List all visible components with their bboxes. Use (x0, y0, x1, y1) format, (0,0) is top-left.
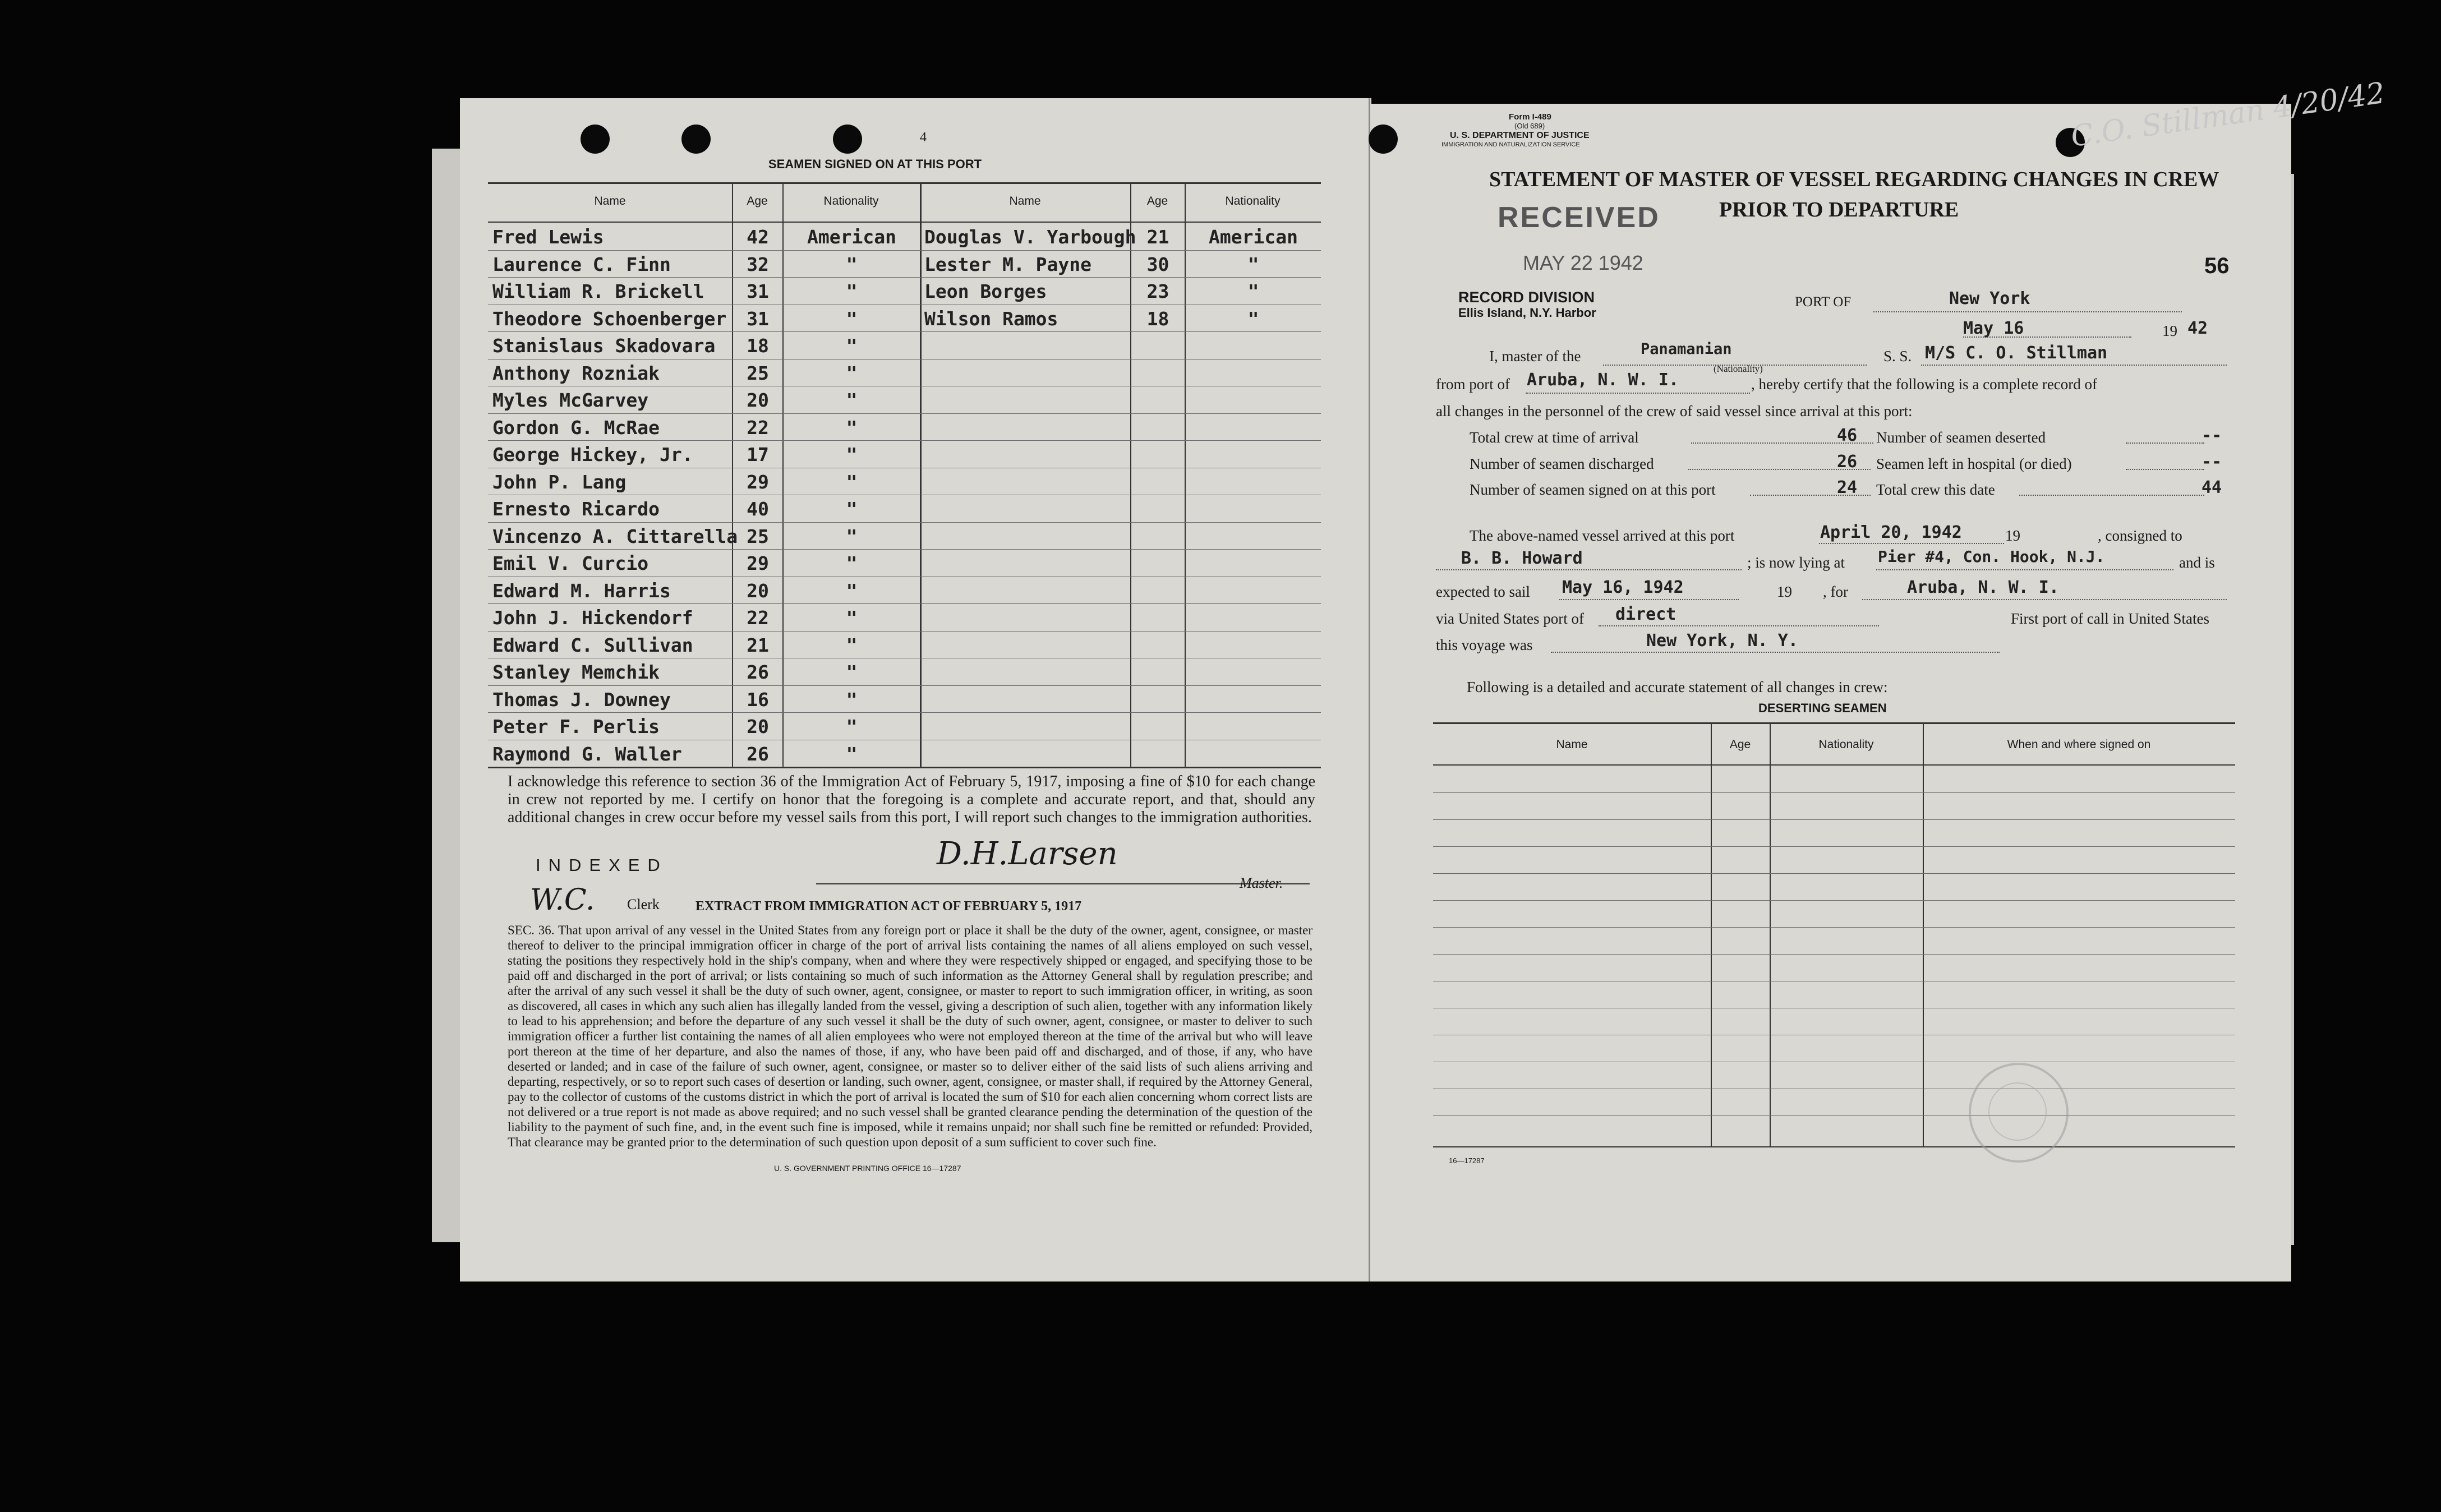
crew-nationality: American (1209, 226, 1298, 248)
vessel-name: M/S C. O. Stillman (1925, 343, 2108, 363)
year-prefix-2: 19 (2005, 527, 2020, 544)
table-row-line (488, 331, 1321, 332)
table-row-line (1433, 900, 2235, 901)
arrived-label: The above-named vessel arrived at this port (1470, 527, 1735, 544)
column-header: Name (1556, 738, 1588, 751)
department: U. S. DEPARTMENT OF JUSTICE (1450, 131, 1590, 140)
crew-age: 20 (747, 579, 769, 602)
crew-name: Thomas J. Downey (492, 688, 671, 711)
indexed-stamp: INDEXED (536, 855, 668, 875)
crew-nationality: " (846, 688, 858, 711)
crew-name: Wilson Ramos (924, 307, 1058, 330)
arrived-value: April 20, 1942 (1820, 523, 1962, 542)
total-label: Total crew this date (1876, 481, 1995, 498)
crew-name: Douglas V. Yarbough (924, 226, 1136, 248)
lying-value: Pier #4, Con. Hook, N.J. (1878, 547, 2105, 566)
crew-name: Stanley Memchik (492, 661, 660, 683)
crew-nationality: " (846, 362, 858, 384)
crew-nationality: " (846, 307, 858, 330)
crew-nationality: " (846, 607, 858, 629)
crew-name: Edward M. Harris (492, 579, 671, 602)
form-title: STATEMENT OF MASTER OF VESSEL REGARDING CHANGES IN CREW (1489, 168, 2219, 191)
consignee: B. B. Howard (1461, 548, 1583, 568)
ss-label: S. S. (1883, 348, 1912, 365)
crew-age: 26 (747, 661, 769, 683)
table-row-line (1433, 792, 2235, 793)
master-label: Master. (1240, 875, 1283, 891)
column-header: Age (1146, 195, 1168, 208)
table-row-line (1433, 1115, 2235, 1116)
master-signature: D.H.Larsen (937, 836, 1118, 872)
for-value: Aruba, N. W. I. (1907, 578, 2059, 597)
crew-age: 31 (747, 307, 769, 330)
year-prefix-3: 19 (1777, 583, 1792, 600)
table-row-line (488, 277, 1321, 278)
footer-code: 16—17287 (1449, 1156, 1485, 1165)
expected-label: expected to sail (1436, 583, 1530, 600)
page-fold (1369, 98, 1370, 1281)
port-of-value: New York (1949, 289, 2030, 308)
column-header: Age (1729, 738, 1751, 751)
consigned-label: , consigned to (2098, 527, 2182, 544)
column-header: When and where signed on (2007, 738, 2151, 751)
crew-table (488, 182, 1321, 768)
crew-nationality: " (846, 335, 858, 357)
crew-name: Lester M. Payne (924, 253, 1092, 275)
crew-age: 20 (747, 389, 769, 411)
clerk-initials: W.C. (530, 883, 595, 917)
handwritten-note: C.O. Stillman 4/20/42 (2069, 76, 2387, 154)
column-header: Name (1009, 195, 1041, 208)
crew-name: Gordon G. McRae (492, 416, 660, 439)
printing-office: U. S. GOVERNMENT PRINTING OFFICE 16—17287 (774, 1164, 961, 1173)
crew-name: Laurence C. Finn (492, 253, 671, 275)
crew-nationality: " (846, 389, 858, 411)
for-label: , for (1823, 583, 1848, 600)
table-row-line (488, 250, 1321, 251)
crew-nationality: American (807, 226, 896, 248)
nationality-caption: (Nationality) (1714, 363, 1763, 374)
crew-age: 29 (747, 471, 769, 493)
crew-age: 30 (1146, 253, 1169, 275)
certify-text: , hereby certify that the following is a complete record of (1751, 376, 2098, 393)
crew-age: 22 (747, 607, 769, 629)
crew-age: 26 (747, 743, 769, 765)
received-date-stamp: MAY 22 1942 (1523, 251, 1643, 274)
page-number: 4 (920, 130, 927, 145)
table-row-line (488, 685, 1321, 686)
deserting-table (1433, 722, 2235, 1147)
expected-value: May 16, 1942 (1562, 578, 1684, 597)
total-value: -- (2201, 426, 2222, 445)
crew-nationality: " (1247, 280, 1259, 302)
total-label: Number of seamen deserted (1876, 429, 2046, 446)
column-header: Age (747, 195, 768, 208)
column-header: Nationality (1225, 195, 1281, 208)
crew-nationality: " (846, 552, 858, 574)
table-row-line (1433, 846, 2235, 847)
crew-age: 17 (747, 444, 769, 465)
crew-name: Theodore Schoenberger (492, 307, 727, 330)
deserting-title: DESERTING SEAMEN (1758, 701, 1887, 715)
signature-line (816, 883, 1310, 884)
crew-nationality: " (846, 743, 858, 765)
table-row-line (488, 603, 1321, 604)
binder-hole (681, 125, 711, 154)
lying-label: ; is now lying at (1747, 554, 1845, 571)
crew-age: 42 (747, 226, 769, 248)
crew-name: Vincenzo A. Cittarella (492, 525, 738, 547)
table-row-line (488, 549, 1321, 550)
section-title: SEAMEN SIGNED ON AT THIS PORT (768, 157, 982, 171)
crew-age: 21 (1146, 226, 1169, 248)
crew-age: 21 (747, 634, 769, 656)
clerk-label: Clerk (627, 896, 660, 912)
total-value: -- (2201, 452, 2222, 472)
crew-name: Ernesto Ricardo (492, 498, 660, 520)
extract-text: SEC. 36. That upon arrival of any vessel in the United States from any foreign port or place it shall be the duty of the owner, agent, consignee, or master thereof to deliver to the principal immigration officer in charge of the port of arrival lists containing the names of all aliens employed on such vessel, stating the positions they respectively hold in the ship's company, when and where they were respectively shipped or engaged, and specifying those to be paid off and discharged in the port of arrival; or lists containing so much of such information as the Attorney General shall by regulation prescribe; and after the arrival of any such vessel it shall be the duty of such owner, agent, consignee, or master to report to such immigration officer, in writing, as soon as discovered, all cases in which any such alien has illegally landed from the vessel, giving a description of such alien, together with any information likely to lead to his apprehension; and before the departure of any such vessel it shall be the duty of such owner, agent, consignee, or master to deliver to such immigration officer a further list containing the names of all alien employees who were not employed thereon at the time of the arrival but who will leave port thereon at the time of her departure, and also the names of those, if any, who have been paid off and discharged, and of those, if any, who have deserted or landed; and in case of the failure of such owner, agent, consignee, or master so to deliver either of the said lists of such aliens arriving and departing, respectively, or so to report such cases of desertion or landing, such owner, agent, consignee, or master shall, if required by the Attorney General, pay to the collector of customs of the customs district in which the port of arrival is located the sum of $10 for each alien concerning whom correct lists are not delivered or a true report is not made as above required; and no such vessel shall be granted clearance pending the determination of the question of the liability to the payment of such fine, and, in the event such fine is imposed, while it remains unpaid; nor shall such fine be remitted or refunded: Provided, That clearance may be granted prior to the determination of such question upon deposit of a sum sufficient to cover such fine. (508, 923, 1312, 1149)
form-old: (Old 689) (1514, 122, 1545, 130)
crew-age: 18 (1146, 307, 1169, 330)
crew-nationality: " (846, 634, 858, 656)
seal-stamp-inner (1988, 1082, 2047, 1141)
table-row-line (1433, 873, 2235, 874)
page-stamp-number: 56 (2204, 253, 2230, 278)
crew-nationality: " (846, 525, 858, 547)
crew-name: George Hickey, Jr. (492, 444, 693, 465)
crew-name: William R. Brickell (492, 280, 704, 302)
crew-age: 31 (747, 280, 769, 302)
binder-hole (581, 125, 610, 154)
table-row-line (488, 522, 1321, 523)
table-row-line (1433, 954, 2235, 955)
from-port-label: from port of (1436, 376, 1510, 393)
table-row-line (1433, 927, 2235, 928)
port-of-label: PORT OF (1795, 294, 1852, 310)
year-value: 42 (2187, 319, 2208, 338)
crew-name: Stanislaus Skadovara (492, 335, 716, 357)
crew-name: Fred Lewis (492, 226, 604, 248)
year-prefix: 19 (2162, 322, 2177, 339)
crew-age: 16 (747, 688, 769, 711)
received-stamp: RECEIVED (1498, 201, 1660, 234)
following-text: Following is a detailed and accurate statement of all changes in crew: (1467, 679, 1888, 695)
crew-age: 32 (747, 253, 769, 275)
crew-age: 18 (747, 335, 769, 357)
crew-name: Emil V. Curcio (492, 552, 649, 574)
crew-age: 25 (747, 362, 769, 384)
record-location: Ellis Island, N.Y. Harbor (1458, 306, 1596, 320)
column-header: Nationality (1818, 738, 1874, 751)
total-value: 44 (2201, 478, 2222, 497)
from-port-value: Aruba, N. W. I. (1527, 370, 1679, 390)
acknowledgement-text: I acknowledge this reference to section 36 of the Immigration Act of February 5, 1917, imposing a fine of $10 for each change in crew not reported by me. I certify on honor that the foregoing is a complete and accurate report, and that, should any additional changes in crew occur before my vessel sails from this port, I will report such changes to the immigration authorities. (508, 773, 1315, 826)
service: IMMIGRATION AND NATURALIZATION SERVICE (1441, 141, 1580, 148)
total-label: Seamen left in hospital (or died) (1876, 455, 2072, 472)
crew-name: Peter F. Perlis (492, 716, 660, 737)
voyage-value: New York, N. Y. (1646, 631, 1798, 651)
total-value: 26 (1837, 452, 1858, 472)
crew-nationality: " (846, 280, 858, 302)
binder-hole (833, 125, 862, 154)
nationality-value: Panamanian (1641, 340, 1732, 358)
crew-nationality: " (846, 579, 858, 602)
total-value: 24 (1837, 478, 1858, 497)
extract-title: EXTRACT FROM IMMIGRATION ACT OF FEBRUARY 5, 1917 (696, 899, 1082, 914)
crew-name: Raymond G. Waller (492, 743, 682, 765)
crew-nationality: " (846, 444, 858, 465)
and-is: and is (2179, 554, 2215, 571)
total-value: 46 (1837, 426, 1858, 445)
all-changes-text: all changes in the personnel of the crew of said vessel since arrival at this port: (1436, 403, 1913, 420)
crew-age: 23 (1146, 280, 1169, 302)
table-row-line (1433, 819, 2235, 820)
crew-name: John P. Lang (492, 471, 627, 493)
crew-age: 29 (747, 552, 769, 574)
total-label: Number of seamen discharged (1470, 455, 1654, 472)
crew-name: Leon Borges (924, 280, 1047, 302)
crew-name: Anthony Rozniak (492, 362, 660, 384)
first-port-label: First port of call in United States (2011, 610, 2209, 627)
record-division: RECORD DIVISION (1458, 289, 1595, 306)
crew-name: Edward C. Sullivan (492, 634, 693, 656)
crew-nationality: " (846, 661, 858, 683)
form-number: Form I-489 (1509, 112, 1551, 122)
crew-nationality: " (1247, 307, 1259, 330)
table-row-line (488, 413, 1321, 414)
column-header: Nationality (823, 195, 879, 208)
date-value: May 16 (1963, 319, 2024, 338)
crew-age: 25 (747, 525, 769, 547)
table-row-line (488, 712, 1321, 713)
crew-nationality: " (1247, 253, 1259, 275)
total-label: Total crew at time of arrival (1470, 429, 1639, 446)
crew-age: 22 (747, 416, 769, 439)
via-value: direct (1615, 605, 1677, 624)
crew-age: 40 (747, 498, 769, 520)
column-header: Name (594, 195, 626, 208)
table-row-line (488, 440, 1321, 441)
crew-nationality: " (846, 253, 858, 275)
crew-age: 20 (747, 716, 769, 737)
crew-nationality: " (846, 471, 858, 493)
crew-nationality: " (846, 716, 858, 737)
voyage-label: this voyage was (1436, 637, 1533, 653)
binder-hole (1369, 125, 1398, 154)
master-of-the-label: I, master of the (1489, 348, 1581, 365)
crew-name: John J. Hickendorf (492, 607, 693, 629)
form-subtitle: PRIOR TO DEPARTURE (1719, 198, 1959, 222)
crew-name: Myles McGarvey (492, 389, 649, 411)
via-label: via United States port of (1436, 610, 1584, 627)
total-label: Number of seamen signed on at this port (1470, 481, 1716, 498)
crew-nationality: " (846, 498, 858, 520)
crew-nationality: " (846, 416, 858, 439)
